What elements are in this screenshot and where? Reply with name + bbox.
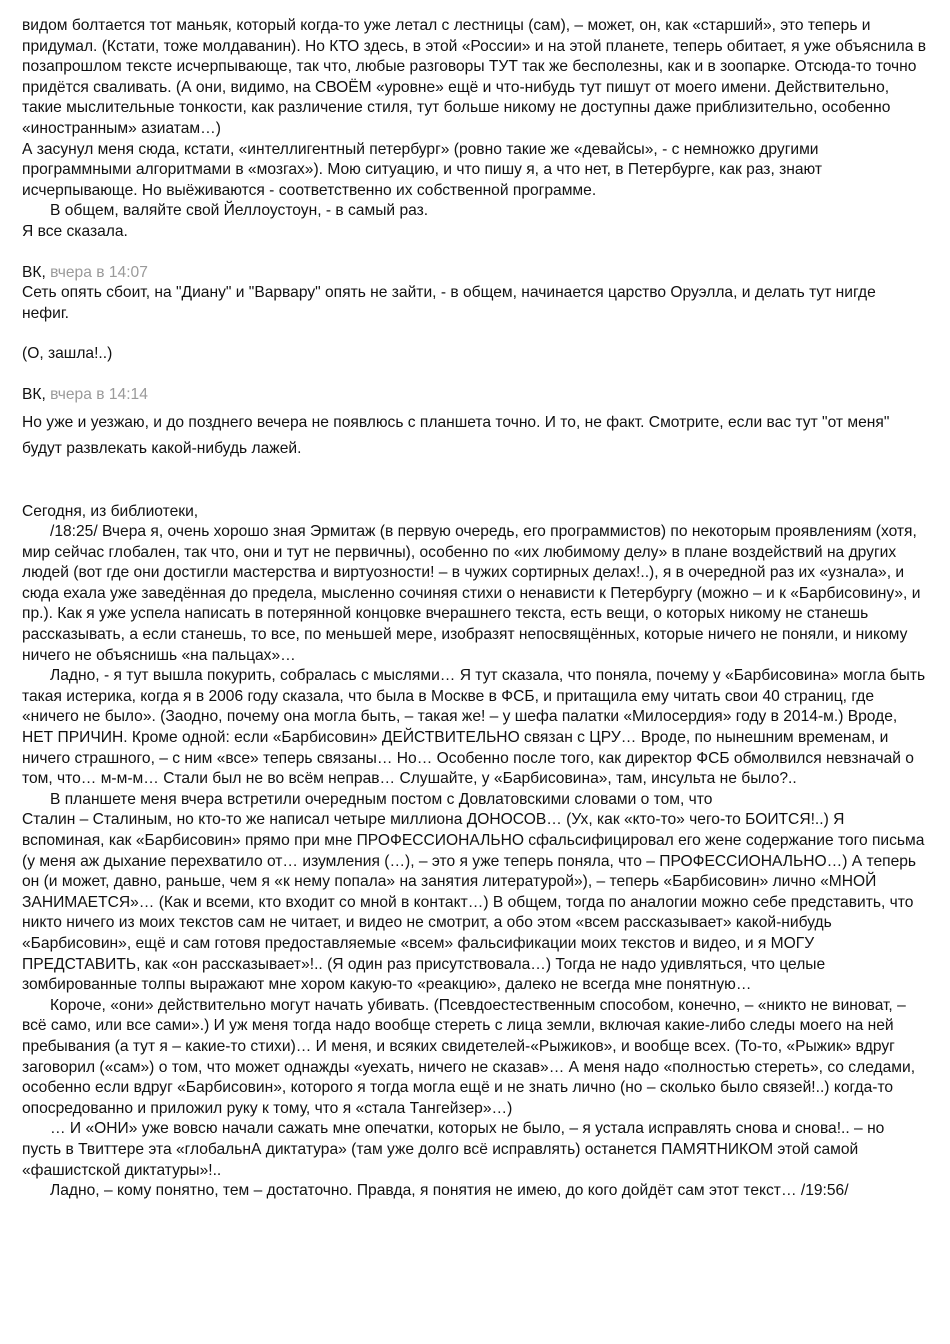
paragraph: В планшете меня вчера встретили очередным постом с Довлатовскими словами о том, что <box>50 790 713 808</box>
post-author: ВК, <box>22 263 46 281</box>
post-timestamp: вчера в 14:14 <box>50 385 148 403</box>
paragraph: видом болтается тот маньяк, который когда-то уже летал с лестницы (сам), – может, он, как «старший», это теперь и придумал. (Кстати, тоже молдаванин). Но КТО здесь, в этой «России» и на этой планете, теперь обитает, я уже объяснила в позапрошлом тексте исчерпывающе, так что, любые разговоры ТУТ так же бесполезны, как и в зоопарке. Отсюда-то точно придётся сваливать. (А они, видимо, на СВОЁМ «уровне» ещё и что-нибудь тут пишут от моего имени. Действительно, такие мыслительные тонкости, как различение стиля, тут больше никому не доступны даже приблизительно, особенно «иностранным» азиатам…) <box>22 17 927 137</box>
paragraph: Сталин – Сталиным, но кто-то же написал четыре миллиона ДОНОСОВ… (Ух, как «кто-то» чего-то БОИТСЯ!..) Я вспоминая, как «Барбисовин» прямо при мне ПРОФЕССИОНАЛЬНО сфальсифицировал его жене содержание того письма (у меня аж дыхание перехватило от… изумления (…), – это я уже теперь поняла, что – ПРОФЕССИОНАЛЬНО…) А теперь он (и может, давно, раньше, чем я «к нему попала» на занятия литературой»), – теперь «Барбисовин» лично «МНОЙ ЗАНИМАЕТСЯ»… (Как и всеми, кто входит со мной в контакт…) В общем, тогда по аналогии можно себе представить, что никто ничего из моих текстов сам не читает, и видео не смотрит, а обо этом «всем рассказывает» какой-нибудь «Барбисовин», ещё и сам готовя предоставляемые «всем» фальсификации моих текстов и видео, и я МОГУ ПРЕДСТАВИТЬ, как «он рассказывает»!.. (Я один раз присутствовала…) Тогда не надо удивляться, что целые зомбированные толпы выражают мне хором какую-то «реакцию», далеко не всегда мне понятную… <box>22 811 925 994</box>
post-timestamp: вчера в 14:07 <box>50 263 148 281</box>
post-text: (О, зашла!..) <box>22 345 113 363</box>
post-meta <box>22 263 927 284</box>
paragraph: Ладно, - я тут вышла покурить, собралась с мыслями… Я тут сказала, что поняла, почему у «Барбисовина» могла быть такая истерика, когда я в 2006 году сказала, что была в Москве в ФСБ, и притащила ему читать свои 40 страниц, где «ничего не было». (Заодно, почему она могла быть, – такая же! – у шефа палатки «Милосердия» году в 2014-м.) Вроде, НЕТ ПРИЧИН. Кроме одной: если «Барбисовин» ДЕЙСТВИТЕЛЬНО связан с ЦРУ… Вроде, по нынешним временам, и ничего страшного, – с ним «все» теперь связаны… Но… Особенно после того, как директор ФСБ обмолвился невзначай о том, что… м-м-м… Стали был не во всём неправ… Слушайте, у «Барбисовина», там, инсульта не было?.. <box>22 667 926 788</box>
post-meta <box>22 385 927 406</box>
post-author: ВК, <box>22 385 46 403</box>
paragraph: /18:25/ Вчера я, очень хорошо зная Эрмитаж (в первую очередь, его программистов) по некоторым проявлениям (хотя, мир сейчас глобален, так что, они и тут не первичны), особенно по «их любимому делу» в плане воздействий на других людей (вот где они достигли мастерства и виртуозности! – в чужих сортирных делах!..), я в очередной раз их «узнала», и сюда ехала уже заведённая до предела, мысленно сочиняя стихи о ненависти к Петербургу (можно – и к «Барбисовину», и пр.). Как я уже успела написать в потерянной концовке вчерашнего текста, есть вещи, о которых никому не станешь рассказывать, а если станешь, то все, по меньшей мере, изобразят непосвящённых, которые ничего не поняли, и никому ничего не объяснишь «на пальцах»… <box>22 523 921 664</box>
paragraph: В общем, валяйте свой Йеллоустоун, - в самый раз. <box>50 202 429 220</box>
post-text: Сеть опять сбоит, на "Диану" и "Варвару" опять не зайти, - в общем, начинается царство Оруэлла, и делать тут нигде нефиг. <box>22 284 876 322</box>
paragraph: Я все сказала. <box>22 222 128 240</box>
paragraph: Ладно, – кому понятно, тем – достаточно. Правда, я понятия не имею, до кого дойдёт сам этот текст… /19:56/ <box>50 1182 849 1200</box>
paragraph: А засунул меня сюда, кстати, «интеллигентный петербург» (ровно такие же «девайсы», - с немножко другими программными алгоритмами в «мозгах»). Мою ситуацию, и что пишу я, а что нет, в Петербурге, как раз, знают исчерпывающе. Но выёживаются - соответственно их собственной программе. <box>22 140 823 199</box>
paragraph: Короче, «они» действительно могут начать убивать. (Псевдоестественным способом, конечно, – «никто не виноват, – всё само, или все сами».) И уж меня тогда надо вообще стереть с лица земли, включая какие-либо следы моего на ней пребывания (а тут я – какие-то стихи)… И меня, и всяких свидетелей-«Рыжиков», и вообще всех. (То-то, «Рыжик» вдруг заговорил («сам») о том, что может однажды «уехать, ничего не сказав»… А меня надо «полностью стереть», со следами, особенно если вдруг «Барбисовин», которого я тогда могла ещё и не знать лично (но – сколько было связей!..) когда-то опосредованно и приложил руку к тому, что я «стала Тангейзер»…) <box>22 996 916 1117</box>
document-page <box>22 16 927 1202</box>
section-intro: Сегодня, из библиотеки, <box>22 502 199 520</box>
post-text: Но уже и уезжаю, и до позднего вечера не появлюсь с планшета точно. И то, не факт. Смотрите, если вас тут "от меня" будут развлекать какой-нибудь лажей. <box>22 413 890 457</box>
paragraph: … И «ОНИ» уже вовсю начали сажать мне опечатки, которых не было, – я устала исправлять снова и снова!.. – но пусть в Твиттере эта «глобальнА диктатура» (там уже долго всё исправлять) останется ПАМЯТНИКОМ этой самой «фашистской диктатуры»!.. <box>22 1120 885 1179</box>
